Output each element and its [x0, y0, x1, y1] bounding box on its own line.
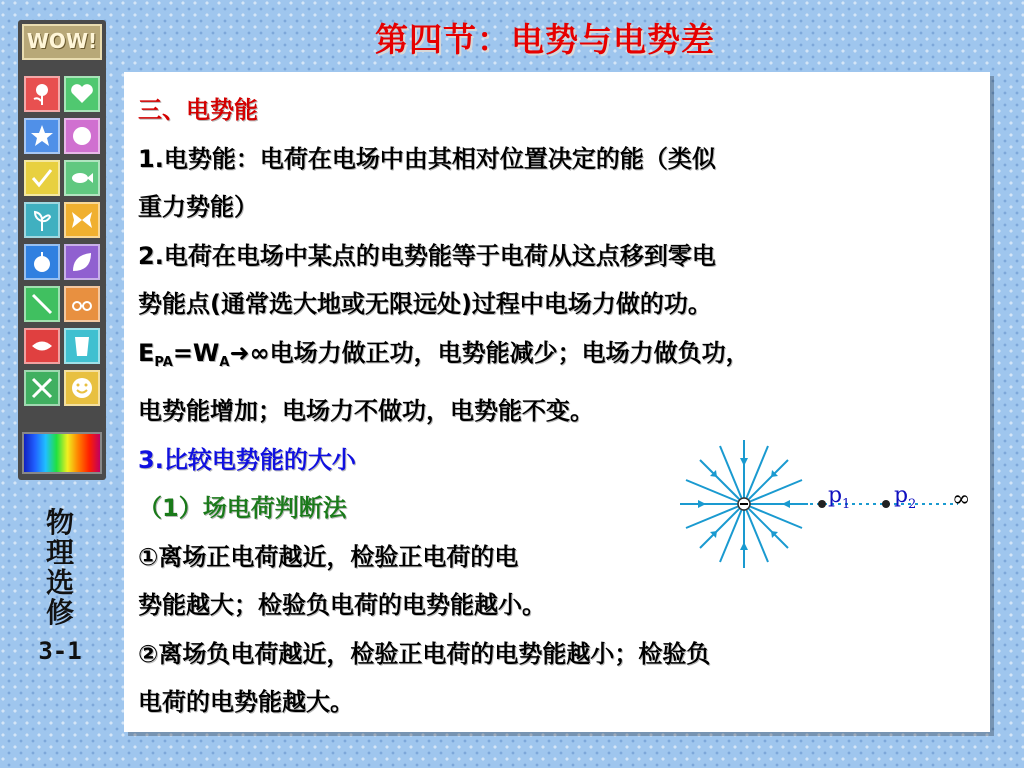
- arrowhead: [782, 500, 790, 508]
- formula-description: 电场力做正功，电势能减少；电场力做负功，: [269, 338, 750, 367]
- fish-icon: [64, 160, 100, 196]
- formula-equals-w: =W: [172, 338, 220, 367]
- flower-icon: [24, 76, 60, 112]
- circle-icon: [64, 118, 100, 154]
- lips-icon: [24, 328, 60, 364]
- point-p2: [882, 500, 890, 508]
- heart-icon: [64, 76, 100, 112]
- formula-w-subscript: A: [219, 354, 230, 370]
- course-char: 修: [45, 596, 74, 629]
- wow-logo: WOW!: [22, 24, 102, 60]
- glasses-icon: [64, 286, 100, 322]
- section-heading: 三、电势能: [138, 96, 258, 124]
- course-label: [30, 508, 90, 666]
- check-icon: [24, 160, 60, 196]
- content-panel: [124, 72, 990, 732]
- color-spectrum-bar: [22, 432, 102, 474]
- leaf-icon: [64, 244, 100, 280]
- course-number: 3-1: [38, 637, 82, 665]
- rule-line-2: 势能点(通常选大地或无限远处)过程中电场力做的功。: [138, 290, 712, 318]
- formula-e-subscript: PA: [154, 354, 173, 370]
- cross-icon: [24, 370, 60, 406]
- course-char: 理: [45, 536, 74, 569]
- label-p1-subscript: 1: [842, 497, 851, 512]
- conclusion-2-line-2: 电荷的电势能越大。: [138, 688, 354, 716]
- point-p1: [818, 500, 826, 508]
- course-char: 选: [45, 566, 74, 599]
- conclusion-1-line-1: ①离场正电荷越近，检验正电荷的电: [138, 542, 519, 571]
- cup-icon: [64, 328, 100, 364]
- definition-line-1: 1.电势能：电荷在电场中由其相对位置决定的能（类似: [138, 144, 716, 173]
- course-char: 物: [45, 506, 74, 539]
- content-text: [138, 86, 971, 727]
- star-icon: [24, 118, 60, 154]
- apple-icon: [24, 244, 60, 280]
- formula-e: E: [138, 338, 155, 367]
- conclusion-2-line-1: ②离场负电荷越近，检验正电荷的电势能越小；检验负: [138, 639, 711, 668]
- negative-charge-field-diagram: [676, 436, 976, 576]
- field-line: [700, 504, 744, 548]
- definition-line-2: 重力势能）: [138, 193, 258, 221]
- arrowhead: [698, 500, 706, 508]
- sprout-icon: [24, 202, 60, 238]
- field-line: [744, 504, 788, 548]
- pencil-icon: [24, 286, 60, 322]
- formula-line: [138, 329, 968, 388]
- subsection-heading: 3.比较电势能的大小: [138, 445, 356, 474]
- rule-line-1: 2.电荷在电场中某点的电势能等于电荷从这点移到零电: [138, 241, 716, 270]
- field-line: [744, 460, 788, 504]
- smiley-icon: [64, 370, 100, 406]
- butterfly-icon: [64, 202, 100, 238]
- label-p1-letter: p: [828, 483, 843, 508]
- field-line: [700, 460, 744, 504]
- arrowhead: [740, 458, 748, 466]
- conclusion-1-line-2: 势能越大；检验负电荷的电势能越小。: [138, 591, 546, 619]
- slide-title: 第四节：电势与电势差: [375, 20, 715, 59]
- method-heading: （1）场电荷判断法: [138, 494, 347, 522]
- label-p2-subscript: 2: [908, 497, 917, 512]
- energy-change-line: 电势能增加；电场力不做功，电势能不变。: [138, 397, 594, 425]
- label-p2-letter: p: [894, 483, 909, 508]
- label-infinity: ∞: [952, 487, 971, 512]
- arrowhead: [740, 542, 748, 550]
- sidebar: [18, 20, 106, 480]
- formula-arrow-infinity: ➜∞: [229, 338, 270, 367]
